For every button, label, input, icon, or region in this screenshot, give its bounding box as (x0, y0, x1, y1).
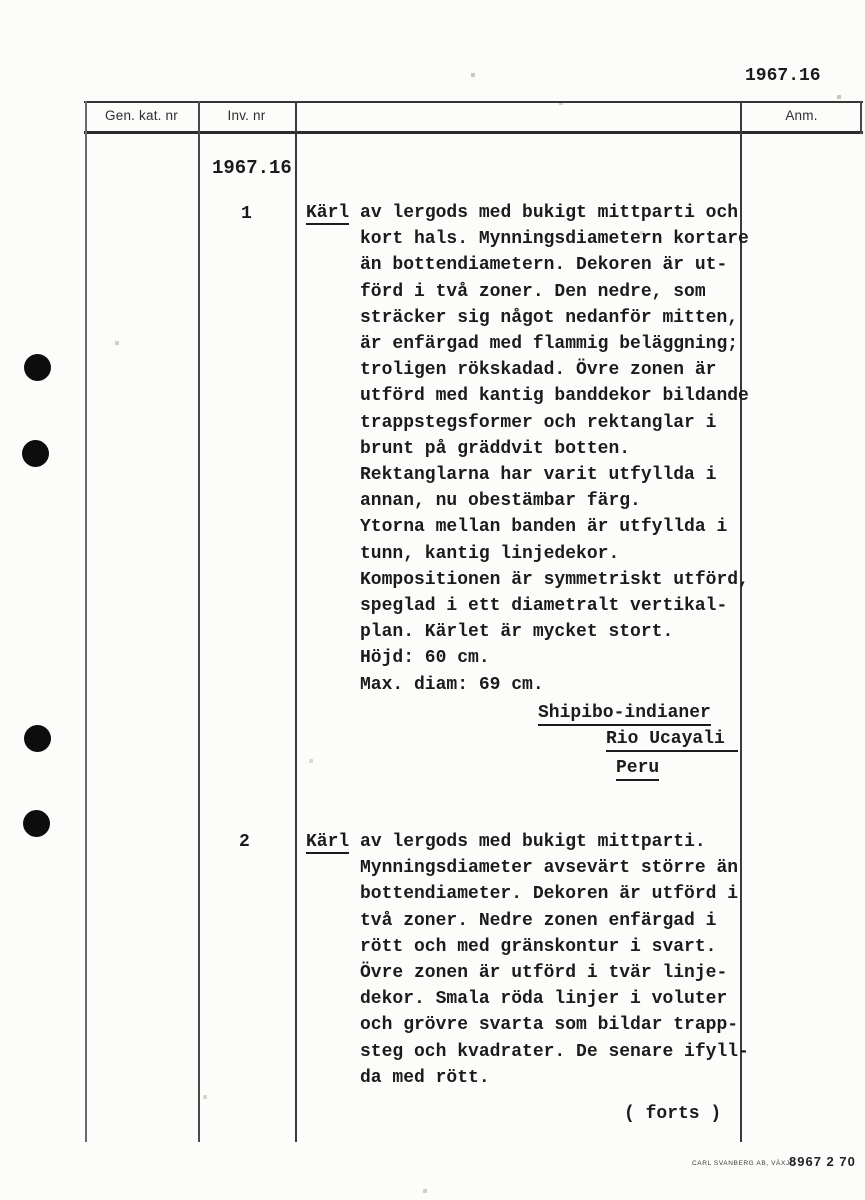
description-line: kort hals. Mynningsdiametern kortare (360, 229, 749, 250)
description-line: trappstegsformer och rektanglar i (360, 412, 717, 433)
forts-marker: ( forts ) (624, 1104, 722, 1124)
description-line: Kärl av lergods med bukigt mittparti. (306, 832, 706, 852)
description-line: Ytorna mellan banden är utfyllda i (360, 517, 728, 538)
item-2-description (306, 829, 758, 1091)
header-gen-kat-nr: Gen. kat. nr (105, 108, 178, 123)
lead-word-underlined: Kärl (306, 203, 350, 223)
doc-number-top: 1967.16 (745, 66, 821, 86)
description-line: Kompositionen är symmetriskt utförd, (360, 569, 749, 590)
description-line: Övre zonen är utförd i tvär linje- (360, 963, 728, 984)
description-line: rött och med gränskontur i svart. (360, 936, 717, 957)
hole-punch (24, 725, 51, 752)
description-line: Kärl av lergods med bukigt mittparti och (306, 203, 739, 223)
provenance-country: Peru (616, 758, 659, 781)
provenance-river: Rio Ucayali (606, 729, 738, 752)
description-line: bottendiameter. Dekoren är utförd i (360, 884, 739, 905)
hole-punch (23, 810, 50, 837)
hole-punch (24, 354, 51, 381)
description-line: utförd med kantig banddekor bildande (360, 386, 749, 407)
description-line: Mynningsdiameter avsevärt större än (360, 858, 739, 879)
description-line: brunt på gräddvit botten. (360, 438, 631, 459)
header-bottom-border (84, 131, 863, 134)
column-divider-left (85, 101, 87, 1142)
provenance-people: Shipibo-indianer (538, 703, 711, 726)
description-line: annan, nu obestämbar färg. (360, 491, 641, 512)
description-line: Rektanglarna har varit utfyllda i (360, 465, 717, 486)
lead-word-underlined: Kärl (306, 832, 350, 852)
inventory-year: 1967.16 (212, 157, 292, 179)
column-divider-inv-main (295, 101, 297, 1142)
description-line: da med rött. (360, 1067, 490, 1088)
printer-imprint: CARL SVANBERG AB, VÄXJÖ (692, 1160, 796, 1167)
description-line: Max. diam: 69 cm. (360, 674, 544, 695)
table-top-border (84, 101, 863, 103)
item-2-number: 2 (239, 832, 250, 852)
hole-punch (22, 440, 49, 467)
description-line: dekor. Smala röda linjer i voluter (360, 989, 728, 1010)
form-code: 8967 2 70 (789, 1154, 856, 1169)
description-line: troligen rökskadad. Övre zonen är (360, 360, 717, 381)
column-divider-genkat-inv (198, 101, 200, 1142)
description-line: Höjd: 60 cm. (360, 648, 490, 669)
scan-specks (0, 0, 2, 2)
description-line: tunn, kantig linjedekor. (360, 543, 620, 564)
description-line: förd i två zoner. Den nedre, som (360, 281, 706, 302)
description-line: speglad i ett diametralt vertikal- (360, 596, 728, 617)
header-anm: Anm. (785, 108, 818, 123)
header-inv-nr: Inv. nr (227, 108, 266, 123)
description-line: än bottendiametern. Dekoren är ut- (360, 255, 728, 276)
description-line: sträcker sig något nedanför mitten, (360, 307, 739, 328)
item-1-description (306, 200, 758, 698)
description-line: steg och kvadrater. De senare ifyll- (360, 1041, 749, 1062)
description-line: plan. Kärlet är mycket stort. (360, 622, 674, 643)
description-line: är enfärgad med flammig beläggning; (360, 334, 739, 355)
item-1-number: 1 (241, 204, 252, 224)
description-line: och grövre svarta som bildar trapp- (360, 1015, 739, 1036)
description-line: två zoner. Nedre zonen enfärgad i (360, 910, 717, 931)
